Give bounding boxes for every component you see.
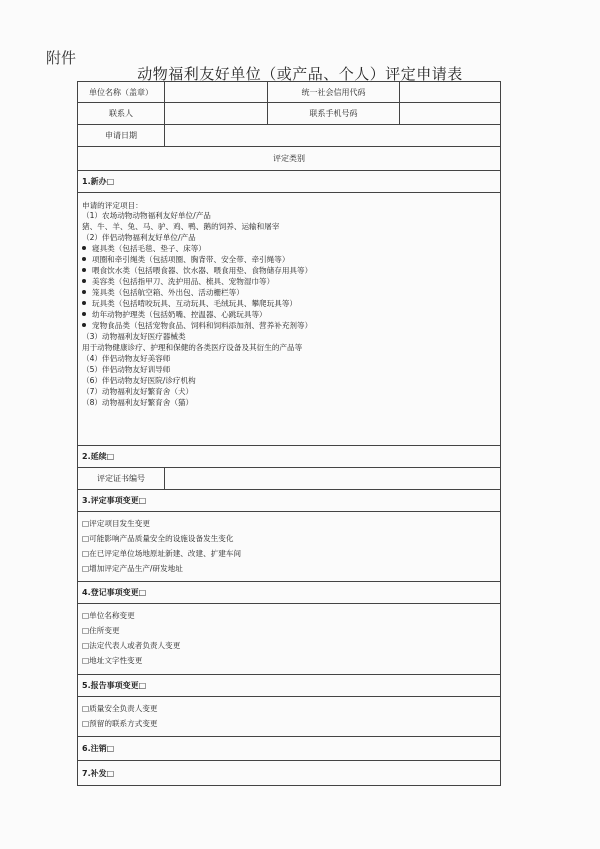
cert-number-input[interactable] [164,468,500,489]
renewal-checkbox[interactable]: 2.延续□ [82,452,115,461]
change-option-checkbox[interactable]: □增加评定产品生产/研发地址 [82,564,183,573]
bullet-icon [82,279,86,283]
list-item: （2）伴侣动物福利友好单位/产品 [82,233,196,242]
credit-code-input[interactable] [399,82,500,102]
form-title: 动物福利友好单位（或产品、个人）评定申请表 [137,65,463,83]
bullet-icon [82,312,86,316]
registration-change-checkbox[interactable]: 4.登记事项变更□ [82,588,147,597]
list-item: 项圈和牵引绳类（包括项圈、胸背带、安全带、牵引绳等） [82,255,289,265]
cancellation-checkbox[interactable]: 6.注销□ [82,744,115,753]
sec5-body [78,697,500,737]
change-option-checkbox[interactable]: □地址文字性变更 [82,656,143,665]
list-item: 申请的评定项目： [82,201,143,210]
change-option-checkbox[interactable]: □法定代表人或者负责人变更 [82,641,181,650]
list-item: （1）农场动物动物福利友好单位/产品 [82,211,211,220]
bullet-icon [82,246,86,250]
list-item: 宠物食品类（包括宠物食品、饲料和饲料添加剂、营养补充剂等） [82,321,312,331]
list-item: （4）伴侣动物友好美容师 [82,354,171,363]
change-option-checkbox[interactable]: □单位名称变更 [82,611,135,620]
list-item: （6）伴侣动物友好医院/诊疗机构 [82,376,196,385]
reissue-checkbox[interactable]: 7.补发□ [82,768,115,778]
sec6-title-row [78,737,500,761]
change-option-checkbox[interactable]: □质量安全负责人变更 [82,704,158,713]
contact-input[interactable] [164,103,267,124]
list-item: （5）伴侣动物友好训导师 [82,365,171,374]
list-item: 幼年动物护理类（包括奶嘴、控温器、心跳玩具等） [82,310,267,320]
unit-name-input[interactable] [164,82,267,102]
apply-date-row [78,125,500,147]
bullet-icon [82,268,86,272]
sec4-body [78,604,500,675]
list-item: 寝具类（包括毛毯、垫子、床等） [82,244,206,254]
credit-code-label: 统一社会信用代码 [267,82,399,102]
sec4-title-row [78,582,500,604]
contact-phone-input[interactable] [399,103,500,124]
unit-name-label: 单位名称（盖章） [89,87,153,97]
sec1-body [78,193,500,446]
bullet-icon [82,290,86,294]
category-heading-row [78,147,500,171]
list-item: 猪、牛、羊、兔、马、驴、鸡、鸭、鹅的饲养、运输和屠宰 [82,222,280,231]
new-application-checkbox[interactable]: 1.新办□ [82,177,115,186]
contact-row [78,103,500,125]
list-item: （7）动物福利友好繁育舍（犬） [82,387,194,396]
bullet-icon [82,323,86,327]
cert-number-label: 评定证书编号 [97,474,145,483]
application-form [77,81,501,786]
sec5-title-row [78,675,500,697]
sec1-title-row [78,171,500,193]
category-heading: 评定类别 [273,154,305,163]
list-item: （8）动物福利友好繁育舍（猫） [82,398,194,407]
cert-number-row [78,468,500,490]
list-item: 笼具类（包括航空箱、外出包、活动栅栏等） [82,288,244,298]
sec3-body [78,512,500,582]
bullet-icon [82,301,86,305]
contact-label: 联系人 [109,109,133,118]
contact-phone-label: 联系手机号码 [267,103,399,124]
attachment-label: 附件 [46,49,77,67]
rating-change-checkbox[interactable]: 3.评定事项变更□ [82,496,147,505]
unit-name-row [78,82,500,103]
change-option-checkbox[interactable]: □可能影响产品质量安全的设施设备发生变化 [82,534,234,543]
report-change-checkbox[interactable]: 5.报告事项变更□ [82,681,147,690]
sec3-title-row [78,490,500,512]
list-item: （3）动物福利友好医疗器械类 [82,332,186,341]
change-option-checkbox[interactable]: □评定项目发生变更 [82,519,150,528]
change-option-checkbox[interactable]: □住所变更 [82,626,120,635]
change-option-checkbox[interactable]: □预留的联系方式变更 [82,719,158,728]
bullet-icon [82,257,86,261]
sec2-title-row [78,446,500,468]
list-item: 喂食饮水类（包括喂食器、饮水器、喂食用垫、食物储存用具等） [82,266,312,276]
list-item: 用于动物健康诊疗、护理和保健的各类医疗设备及其衍生的产品等 [82,343,303,352]
sec7-title-row [78,761,500,785]
list-item: 玩具类（包括啃咬玩具、互动玩具、毛绒玩具、攀爬玩具等） [82,299,297,309]
list-item: 美容类（包括指甲刀、洗护用品、梳具、宠物湿巾等） [82,277,274,287]
apply-date-label: 申请日期 [105,131,137,140]
change-option-checkbox[interactable]: □在已评定单位场地原址新建、改建、扩建车间 [82,549,242,558]
apply-date-input[interactable] [164,125,500,146]
